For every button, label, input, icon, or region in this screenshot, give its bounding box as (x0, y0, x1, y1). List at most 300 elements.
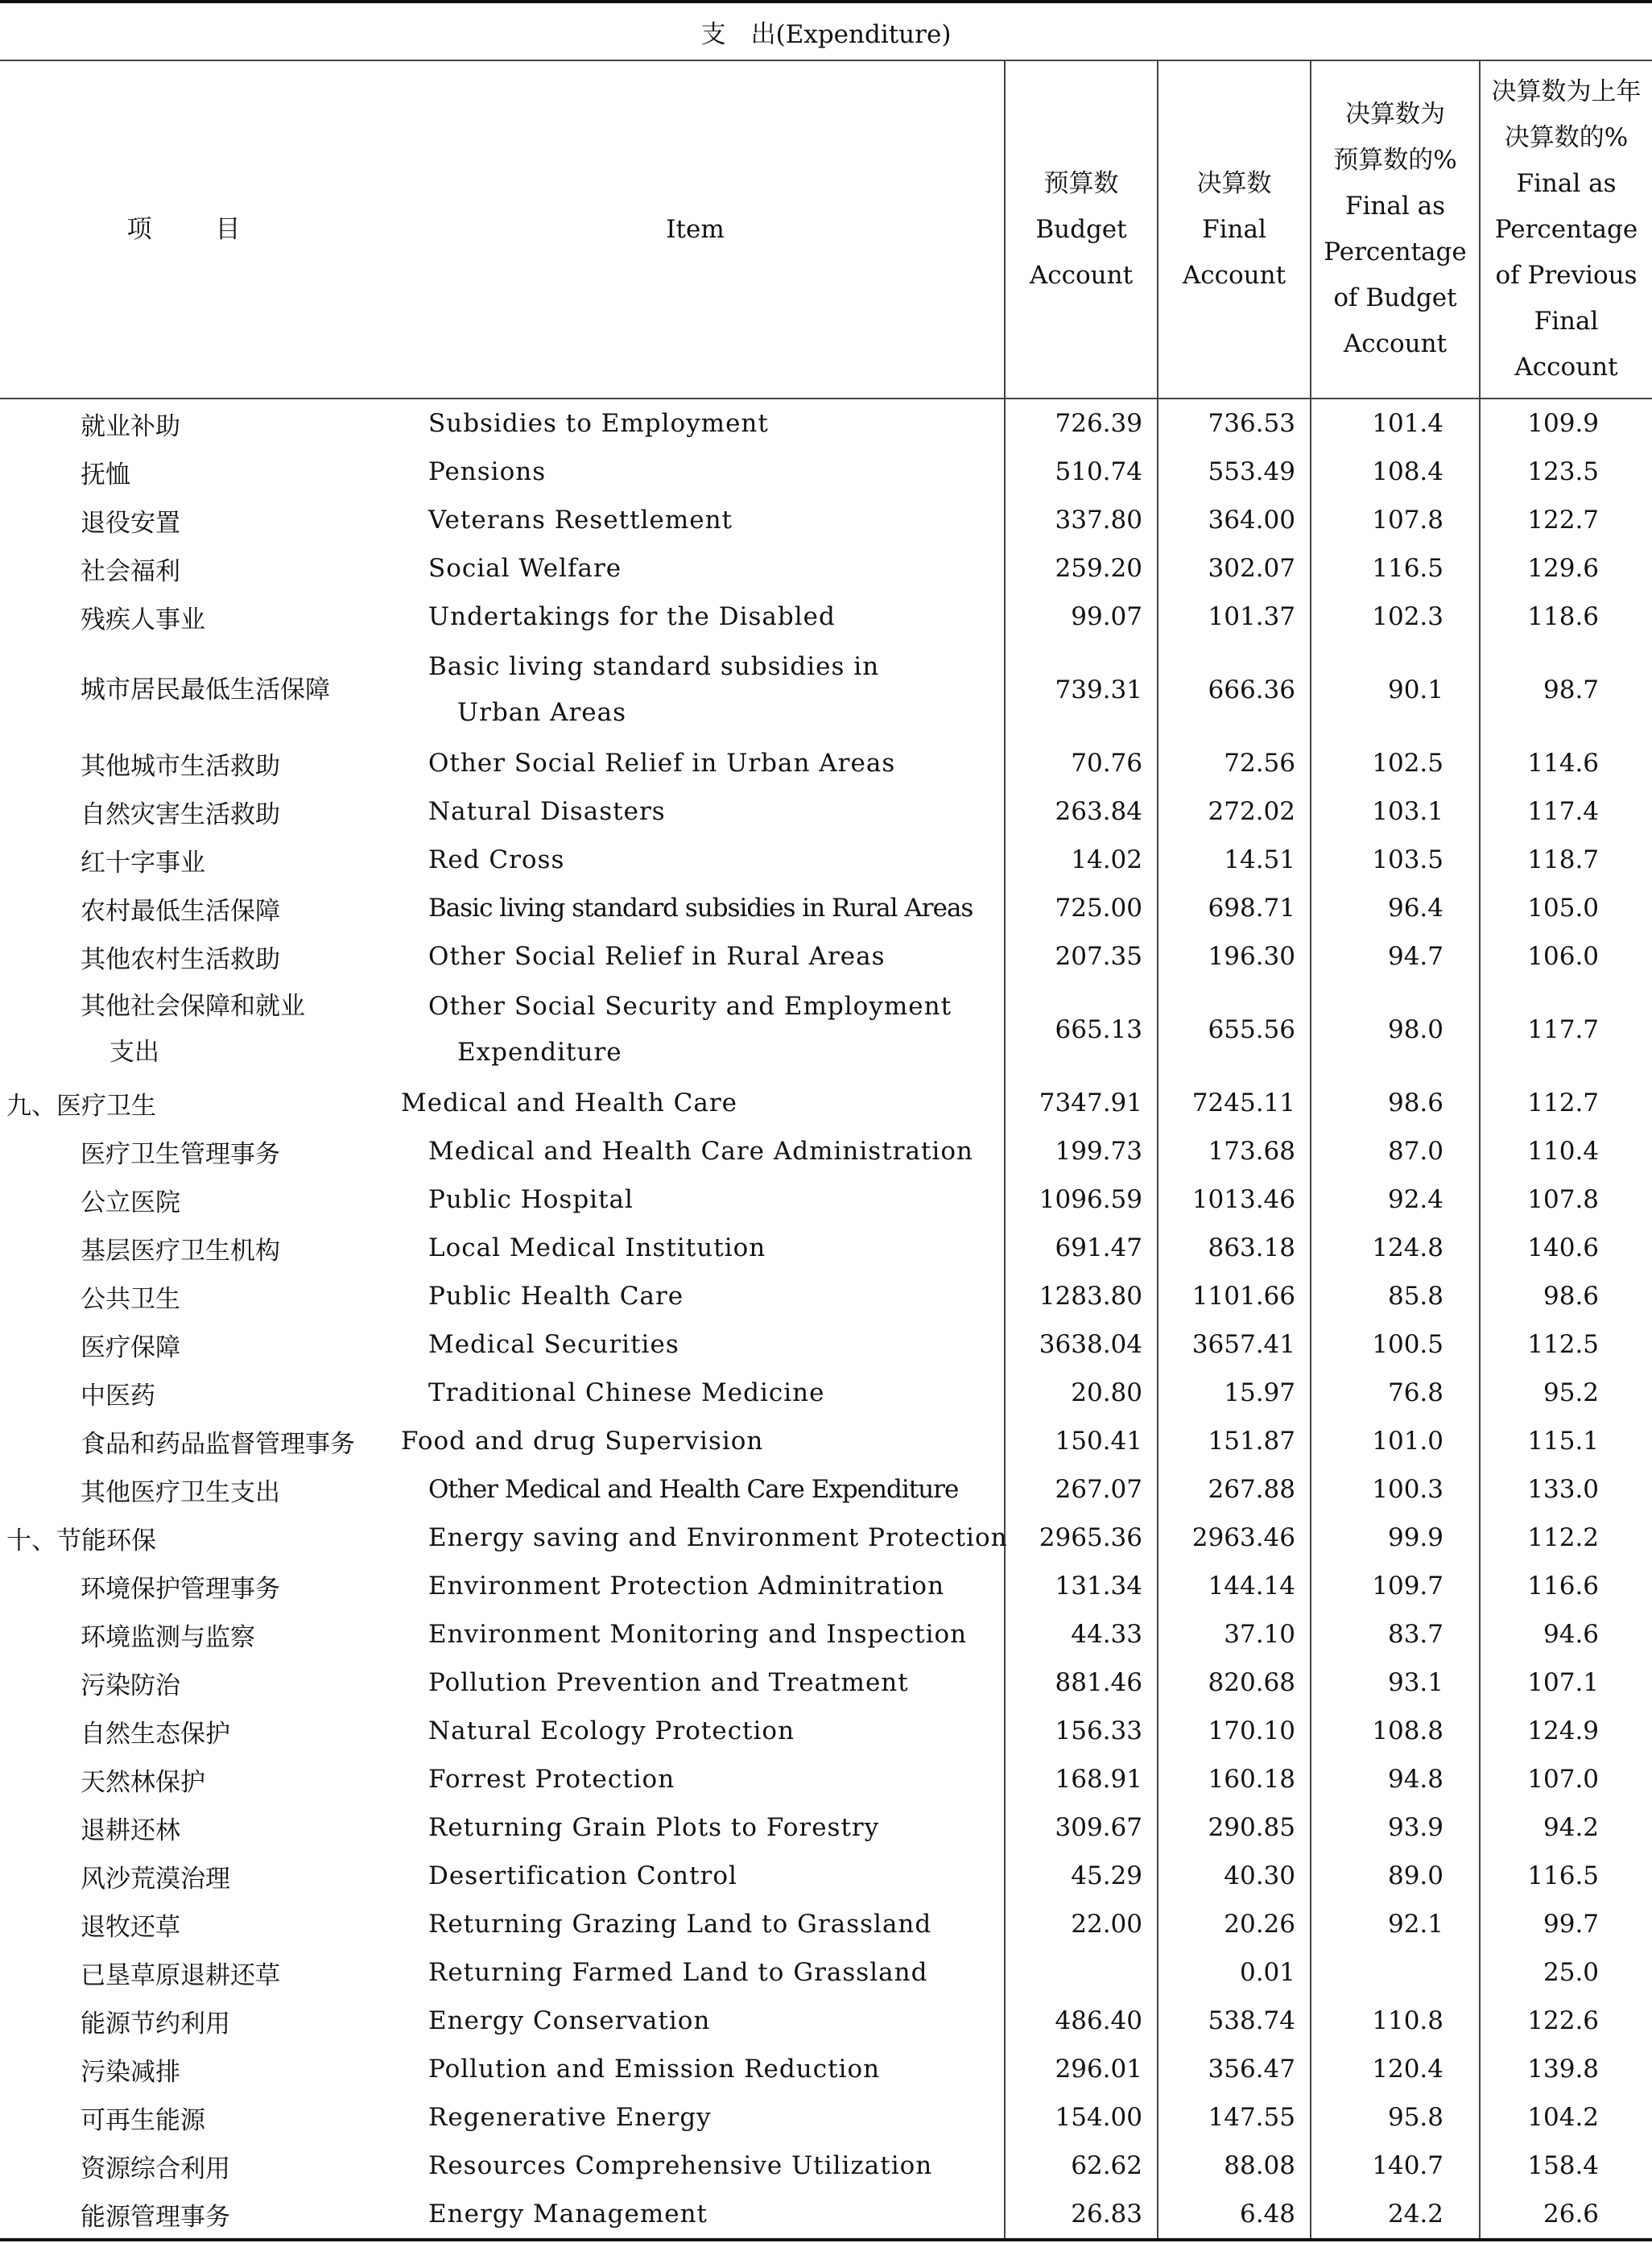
cell-item-en (386, 2045, 1005, 2093)
cell-item-en (386, 1320, 1005, 1369)
cell-pct-of-previous: 106.0 (1480, 932, 1652, 981)
cell-item-en (386, 1514, 1008, 1562)
item-zh-text: 社会福利 (81, 556, 180, 586)
cell-pct-of-budget: 83.7 (1311, 1610, 1480, 1658)
cell-final-account: 302.07 (1158, 544, 1311, 593)
cell-pct-of-budget: 98.0 (1311, 981, 1480, 1079)
cell-item-zh (0, 1562, 386, 1610)
table-row (0, 1079, 1652, 1127)
item-en-text: Pensions (428, 457, 547, 486)
cell-pct-of-budget: 89.0 (1311, 1852, 1480, 1900)
cell-final-account: 37.10 (1158, 1610, 1311, 1658)
item-zh-text: 自然生态保护 (81, 1719, 230, 1749)
cell-item-zh (0, 1610, 386, 1658)
cell-budget-account: 45.29 (1005, 1852, 1158, 1900)
cell-item-zh (0, 1224, 386, 1272)
table-title-row (0, 2, 1652, 60)
item-zh-text: 残疾人事业 (81, 605, 205, 634)
header-line: 决算数为 (1345, 100, 1445, 129)
table-row (0, 1224, 1652, 1272)
table-row (0, 1272, 1652, 1320)
header-line: Final as (1344, 192, 1446, 221)
cell-item-zh (0, 1948, 386, 1997)
cell-final-account: 863.18 (1158, 1224, 1311, 1272)
cell-pct-of-budget: 103.1 (1311, 787, 1480, 836)
cell-item-zh (0, 1127, 386, 1175)
cell-budget-account: 22.00 (1005, 1900, 1158, 1948)
item-en-text: Other Social Relief in Urban Areas (428, 749, 896, 778)
header-item-zh (0, 60, 386, 399)
table-row (0, 1175, 1652, 1224)
table-row (0, 448, 1652, 496)
cell-pct-of-budget: 100.3 (1311, 1465, 1480, 1514)
cell-budget-account: 70.76 (1005, 739, 1158, 787)
cell-budget-account: 7347.91 (1005, 1079, 1158, 1127)
cell-pct-of-budget (1311, 1948, 1480, 1997)
table-row (0, 981, 1652, 1079)
table-row (0, 1803, 1652, 1852)
table-row (0, 787, 1652, 836)
cell-budget-account: 726.39 (1005, 399, 1158, 448)
item-en-text: Undertakings for the Disabled (428, 602, 836, 631)
cell-final-account: 666.36 (1158, 641, 1311, 739)
table-row (0, 1997, 1652, 2045)
cell-item-en (386, 1803, 1005, 1852)
item-en-text: Energy saving and Environment Protection (428, 1523, 1008, 1552)
cell-pct-of-budget: 93.1 (1311, 1658, 1480, 1707)
item-en-text-continued: Expenditure (457, 1038, 622, 1067)
item-zh-text: 十、节能环保 (6, 1526, 156, 1555)
cell-final-account: 151.87 (1158, 1417, 1311, 1465)
table-row (0, 932, 1652, 981)
item-zh-text: 已垦草原退耕还草 (81, 1960, 280, 1990)
cell-pct-of-previous: 105.0 (1480, 884, 1652, 932)
cell-pct-of-previous: 107.1 (1480, 1658, 1652, 1707)
table-row (0, 399, 1652, 448)
cell-final-account: 40.30 (1158, 1852, 1311, 1900)
cell-item-en (386, 836, 1005, 884)
cell-budget-account: 1283.80 (1005, 1272, 1158, 1320)
header-pct-of-budget (1311, 60, 1480, 399)
cell-budget-account: 20.80 (1005, 1369, 1158, 1417)
cell-item-en (386, 2142, 1005, 2190)
cell-item-en (386, 593, 1005, 641)
cell-item-en (386, 2190, 1005, 2240)
item-zh-text: 能源管理事务 (81, 2202, 230, 2232)
header-line: of Budget (1333, 283, 1457, 312)
cell-pct-of-previous: 98.7 (1480, 641, 1652, 739)
cell-budget-account: 263.84 (1005, 787, 1158, 836)
cell-item-zh (0, 2093, 386, 2142)
header-line: Account (1182, 260, 1286, 290)
cell-budget-account: 14.02 (1005, 836, 1158, 884)
cell-item-zh (0, 2142, 386, 2190)
table-row (0, 1562, 1652, 1610)
cell-pct-of-previous: 116.5 (1480, 1852, 1652, 1900)
item-zh-text: 退牧还草 (81, 1912, 180, 1942)
header-line: Account (1343, 329, 1448, 358)
cell-item-en (386, 981, 1005, 1079)
item-en-text: Public Health Care (428, 1282, 684, 1311)
cell-pct-of-previous: 158.4 (1480, 2142, 1652, 2190)
cell-item-zh (0, 787, 386, 836)
cell-budget-account: 267.07 (1005, 1465, 1158, 1514)
item-en-text: Other Social Security and Employment (428, 992, 952, 1021)
table-row (0, 1369, 1652, 1417)
cell-final-account: 272.02 (1158, 787, 1311, 836)
item-zh-text: 公共卫生 (81, 1284, 180, 1314)
table-row (0, 1707, 1652, 1755)
item-en-text: Subsidies to Employment (428, 409, 769, 438)
cell-final-account: 698.71 (1158, 884, 1311, 932)
cell-pct-of-budget: 94.8 (1311, 1755, 1480, 1803)
cell-budget-account: 3638.04 (1005, 1320, 1158, 1369)
cell-pct-of-previous: 122.7 (1480, 496, 1652, 544)
cell-final-account: 6.48 (1158, 2190, 1311, 2240)
table-row (0, 739, 1652, 787)
item-zh-text: 其他城市生活救助 (81, 751, 280, 781)
cell-item-en (386, 1127, 1005, 1175)
item-zh-text: 就业补助 (81, 411, 180, 441)
cell-final-account: 20.26 (1158, 1900, 1311, 1948)
cell-item-zh (0, 593, 386, 641)
cell-item-zh (0, 1707, 386, 1755)
cell-final-account: 160.18 (1158, 1755, 1311, 1803)
header-budget-account (1005, 60, 1158, 399)
cell-item-zh (0, 544, 386, 593)
table-row (0, 1948, 1652, 1997)
cell-item-en (386, 1562, 1005, 1610)
cell-item-zh (0, 1079, 386, 1127)
cell-item-zh (0, 1900, 386, 1948)
cell-budget-account: 156.33 (1005, 1707, 1158, 1755)
item-zh-text: 医疗卫生管理事务 (81, 1139, 280, 1169)
table-row (0, 1900, 1652, 1948)
cell-item-zh (0, 448, 386, 496)
cell-pct-of-previous: 110.4 (1480, 1127, 1652, 1175)
table-row (0, 2190, 1652, 2240)
cell-pct-of-previous: 112.5 (1480, 1320, 1652, 1369)
table-row (0, 1610, 1652, 1658)
item-zh-text: 污染防治 (81, 1671, 180, 1700)
item-en-text-continued: Urban Areas (457, 698, 627, 727)
cell-pct-of-previous: 140.6 (1480, 1224, 1652, 1272)
cell-pct-of-budget: 76.8 (1311, 1369, 1480, 1417)
cell-budget-account: 207.35 (1005, 932, 1158, 981)
cell-item-zh (0, 836, 386, 884)
cell-pct-of-previous: 118.6 (1480, 593, 1652, 641)
cell-pct-of-previous: 25.0 (1480, 1948, 1652, 1997)
table-row (0, 1514, 1652, 1562)
item-en-text: Medical and Health Care (401, 1088, 738, 1117)
cell-pct-of-budget: 24.2 (1311, 2190, 1480, 2240)
item-zh-text: 其他农村生活救助 (81, 944, 280, 974)
cell-item-en (386, 1852, 1005, 1900)
cell-final-account: 147.55 (1158, 2093, 1311, 2142)
item-en-text: Traditional Chinese Medicine (428, 1378, 825, 1407)
table-row (0, 884, 1652, 932)
cell-budget-account: 44.33 (1005, 1610, 1158, 1658)
cell-pct-of-previous: 104.2 (1480, 2093, 1652, 2142)
cell-final-account: 170.10 (1158, 1707, 1311, 1755)
cell-pct-of-previous: 109.9 (1480, 399, 1652, 448)
cell-item-zh (0, 739, 386, 787)
item-en-text: Other Medical and Health Care Expenditure (428, 1475, 959, 1504)
item-en-text: Medical Securities (428, 1330, 679, 1359)
cell-pct-of-budget: 90.1 (1311, 641, 1480, 739)
table-row (0, 2142, 1652, 2190)
header-line: Budget (1035, 214, 1127, 244)
cell-final-account: 173.68 (1158, 1127, 1311, 1175)
cell-item-zh (0, 2190, 386, 2240)
cell-budget-account: 296.01 (1005, 2045, 1158, 2093)
item-zh-text: 环境监测与监察 (81, 1622, 255, 1652)
item-zh-text: 中医药 (81, 1381, 155, 1411)
cell-final-account: 72.56 (1158, 739, 1311, 787)
cell-item-zh (0, 1755, 386, 1803)
cell-pct-of-previous: 115.1 (1480, 1417, 1652, 1465)
cell-budget-account: 691.47 (1005, 1224, 1158, 1272)
cell-final-account: 655.56 (1158, 981, 1311, 1079)
cell-pct-of-previous: 112.7 (1480, 1079, 1652, 1127)
cell-final-account: 196.30 (1158, 932, 1311, 981)
cell-pct-of-budget: 108.4 (1311, 448, 1480, 496)
item-zh-text: 医疗保障 (81, 1332, 180, 1362)
item-zh-text-continued: 支出 (109, 1038, 159, 1067)
cell-final-account: 1013.46 (1158, 1175, 1311, 1224)
cell-pct-of-budget: 102.3 (1311, 593, 1480, 641)
item-en-text: Returning Farmed Land to Grassland (428, 1958, 928, 1987)
table-row (0, 496, 1652, 544)
cell-final-account: 14.51 (1158, 836, 1311, 884)
cell-item-en (386, 1755, 1005, 1803)
cell-item-zh (0, 1417, 386, 1465)
cell-final-account: 1101.66 (1158, 1272, 1311, 1320)
cell-pct-of-previous: 107.8 (1480, 1175, 1652, 1224)
cell-pct-of-budget: 107.8 (1311, 496, 1480, 544)
item-en-text: Basic living standard subsidies in (428, 652, 880, 681)
item-zh-text: 红十字事业 (81, 848, 205, 878)
cell-budget-account: 99.07 (1005, 593, 1158, 641)
cell-budget-account: 26.83 (1005, 2190, 1158, 2240)
item-en-text: Energy Conservation (428, 2006, 711, 2035)
cell-item-en (386, 1224, 1005, 1272)
item-en-text: Food and drug Supervision (401, 1427, 764, 1456)
cell-pct-of-previous: 99.7 (1480, 1900, 1652, 1948)
item-zh-text: 抚恤 (81, 460, 130, 489)
cell-pct-of-previous: 117.4 (1480, 787, 1652, 836)
cell-item-zh (0, 496, 386, 544)
item-en-text: Environment Monitoring and Inspection (428, 1620, 968, 1649)
item-en-text: Other Social Relief in Rural Areas (428, 942, 886, 971)
item-en-text: Red Cross (428, 845, 565, 874)
table-row (0, 2045, 1652, 2093)
cell-pct-of-budget: 92.1 (1311, 1900, 1480, 1948)
cell-pct-of-budget: 101.4 (1311, 399, 1480, 448)
cell-pct-of-budget: 98.6 (1311, 1079, 1480, 1127)
cell-item-en (386, 1707, 1005, 1755)
cell-final-account: 15.97 (1158, 1369, 1311, 1417)
cell-item-zh (0, 1997, 386, 2045)
item-en-text: Energy Management (428, 2200, 708, 2229)
cell-pct-of-budget: 116.5 (1311, 544, 1480, 593)
cell-pct-of-budget: 100.5 (1311, 1320, 1480, 1369)
table-row (0, 2093, 1652, 2142)
cell-pct-of-previous: 94.6 (1480, 1610, 1652, 1658)
table-row (0, 1320, 1652, 1369)
item-en-text: Social Welfare (428, 554, 622, 583)
cell-final-account: 820.68 (1158, 1658, 1311, 1707)
cell-pct-of-previous: 107.0 (1480, 1755, 1652, 1803)
header-line: of Previous (1495, 260, 1638, 290)
cell-item-en (386, 787, 1005, 836)
cell-budget-account: 510.74 (1005, 448, 1158, 496)
cell-pct-of-budget: 85.8 (1311, 1272, 1480, 1320)
cell-pct-of-budget: 96.4 (1311, 884, 1480, 932)
cell-item-en (386, 1658, 1005, 1707)
table-row (0, 641, 1652, 739)
cell-pct-of-budget: 108.8 (1311, 1707, 1480, 1755)
cell-item-en (386, 932, 1005, 981)
item-zh-text: 城市居民最低生活保障 (81, 675, 330, 704)
table-row (0, 593, 1652, 641)
item-zh-text: 天然林保护 (81, 1767, 205, 1797)
item-en-text: Pollution Prevention and Treatment (428, 1668, 909, 1697)
cell-item-en (386, 1948, 1005, 1997)
table-row (0, 1127, 1652, 1175)
cell-item-en (386, 1272, 1005, 1320)
cell-budget-account: 168.91 (1005, 1755, 1158, 1803)
cell-pct-of-previous: 123.5 (1480, 448, 1652, 496)
item-en-text: Natural Disasters (428, 797, 666, 826)
cell-budget-account: 2965.36 (1005, 1514, 1158, 1562)
cell-pct-of-previous: 122.6 (1480, 1997, 1652, 2045)
item-zh-text: 资源综合利用 (81, 2154, 230, 2183)
cell-pct-of-previous: 133.0 (1480, 1465, 1652, 1514)
cell-pct-of-previous: 26.6 (1480, 2190, 1652, 2240)
item-en-text: Returning Grazing Land to Grassland (428, 1910, 932, 1939)
item-zh-text: 农村最低生活保障 (81, 896, 280, 926)
cell-item-en (386, 1465, 1005, 1514)
cell-item-en (386, 884, 1005, 932)
header-final-account (1158, 60, 1311, 399)
cell-budget-account: 154.00 (1005, 2093, 1158, 2142)
cell-item-zh (0, 1320, 386, 1369)
cell-item-zh (0, 1852, 386, 1900)
table-row (0, 544, 1652, 593)
item-zh-text: 退役安置 (81, 508, 180, 538)
cell-pct-of-previous: 118.7 (1480, 836, 1652, 884)
header-line: Final (1202, 214, 1266, 244)
cell-item-zh (0, 1272, 386, 1320)
item-zh-text: 能源节约利用 (81, 2009, 230, 2039)
cell-pct-of-previous: 116.6 (1480, 1562, 1652, 1610)
cell-pct-of-previous: 129.6 (1480, 544, 1652, 593)
cell-pct-of-budget: 94.7 (1311, 932, 1480, 981)
cell-item-zh (0, 1514, 386, 1562)
header-line: 预算数 (1043, 168, 1119, 198)
cell-item-zh (0, 399, 386, 448)
cell-final-account: 101.37 (1158, 593, 1311, 641)
cell-pct-of-budget: 99.9 (1311, 1514, 1480, 1562)
item-zh-text: 公立医院 (81, 1188, 180, 1217)
cell-budget-account: 881.46 (1005, 1658, 1158, 1707)
item-en-text: Forrest Protection (428, 1765, 675, 1794)
table-row (0, 1465, 1652, 1514)
cell-pct-of-previous: 112.2 (1480, 1514, 1652, 1562)
table-row (0, 1755, 1652, 1803)
cell-budget-account: 199.73 (1005, 1127, 1158, 1175)
cell-final-account: 553.49 (1158, 448, 1311, 496)
item-en-text: Desertification Control (428, 1861, 737, 1890)
cell-item-en (386, 1417, 1005, 1465)
table-row (0, 1658, 1652, 1707)
cell-item-zh (0, 1658, 386, 1707)
cell-budget-account: 131.34 (1005, 1562, 1158, 1610)
item-zh-text: 环境保护管理事务 (81, 1574, 280, 1604)
cell-item-zh (0, 981, 386, 1079)
cell-budget-account: 62.62 (1005, 2142, 1158, 2190)
cell-item-en (386, 1610, 1005, 1658)
header-line: 决算数 (1196, 168, 1272, 198)
cell-pct-of-previous: 139.8 (1480, 2045, 1652, 2093)
header-pct-of-previous (1480, 60, 1652, 399)
header-line: Final as (1516, 168, 1617, 198)
cell-pct-of-budget: 140.7 (1311, 2142, 1480, 2190)
cell-pct-of-previous: 124.9 (1480, 1707, 1652, 1755)
item-en-text: Public Hospital (428, 1185, 634, 1214)
cell-pct-of-budget: 95.8 (1311, 2093, 1480, 2142)
header-line: 决算数为上年 (1491, 76, 1642, 106)
cell-item-en (386, 2093, 1005, 2142)
header-line: Percentage (1494, 214, 1638, 244)
cell-budget-account: 1096.59 (1005, 1175, 1158, 1224)
cell-final-account: 290.85 (1158, 1803, 1311, 1852)
cell-pct-of-previous: 114.6 (1480, 739, 1652, 787)
cell-budget-account: 150.41 (1005, 1417, 1158, 1465)
cell-item-en (386, 1900, 1005, 1948)
item-en-text: Pollution and Emission Reduction (428, 2055, 881, 2084)
cell-final-account: 364.00 (1158, 496, 1311, 544)
cell-pct-of-previous: 98.6 (1480, 1272, 1652, 1320)
item-zh-text: 污染减排 (81, 2057, 180, 2087)
cell-item-zh (0, 1465, 386, 1514)
cell-item-en (386, 739, 1005, 787)
cell-final-account: 3657.41 (1158, 1320, 1311, 1369)
cell-final-account: 538.74 (1158, 1997, 1311, 2045)
cell-pct-of-budget: 93.9 (1311, 1803, 1480, 1852)
item-en-text: Returning Grain Plots to Forestry (428, 1813, 880, 1842)
cell-pct-of-budget: 109.7 (1311, 1562, 1480, 1610)
column-header-row (0, 60, 1652, 399)
item-en-text: Veterans Resettlement (428, 506, 733, 535)
cell-pct-of-budget: 120.4 (1311, 2045, 1480, 2093)
header-line: Final (1534, 306, 1599, 336)
header-line: 预算数的% (1333, 146, 1457, 175)
cell-budget-account: 259.20 (1005, 544, 1158, 593)
cell-item-en (386, 1369, 1005, 1417)
cell-pct-of-budget: 92.4 (1311, 1175, 1480, 1224)
table-body (0, 399, 1652, 2240)
cell-pct-of-previous: 117.7 (1480, 981, 1652, 1079)
cell-budget-account: 486.40 (1005, 1997, 1158, 2045)
item-zh-text: 食品和药品监督管理事务 (81, 1429, 355, 1459)
cell-final-account: 0.01 (1158, 1948, 1311, 1997)
cell-pct-of-budget: 102.5 (1311, 739, 1480, 787)
item-zh-text: 基层医疗卫生机构 (81, 1236, 280, 1266)
cell-final-account: 736.53 (1158, 399, 1311, 448)
table-row (0, 1852, 1652, 1900)
